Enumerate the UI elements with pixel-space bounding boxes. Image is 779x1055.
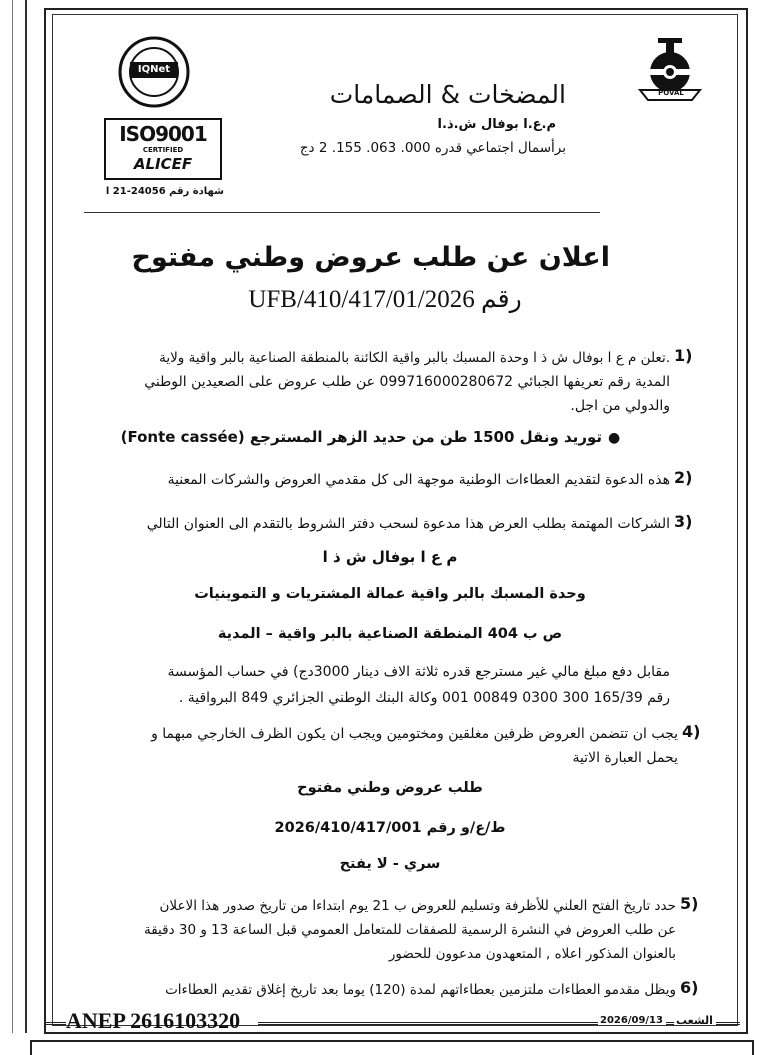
envelope-line-3: سري - لا يفتح <box>339 856 441 872</box>
item-1-line-2: المدية رقم تعريفها الجبائي 099716000280672 عن طلب عروض على الصعيدين الوطني <box>144 374 670 390</box>
item-1-number: 1) <box>674 346 693 365</box>
envelope-line-2: ط/ع/و رقم 2026/410/417/001 <box>274 820 506 836</box>
item-6-line-1: ويظل مقدمو العطاءات ملتزمين بعطاءاتهم لمدة (120) يوما بعد تاريخ إغلاق تقديم العطاءات <box>165 982 676 998</box>
company-capital: برأسمال اجتماعي قدره 000. 063. 155. 2 دج <box>299 140 566 156</box>
poval-logo-text: POVAL <box>658 89 684 97</box>
footer-rule-right <box>716 1022 740 1025</box>
payment-line-2: رقم 165/39 300 0300 00849 001 وكالة البنك الوطني الجزائري 849 البرواقية . <box>178 690 670 706</box>
item-4-line-2: يحمل العبارة الاتية <box>572 750 678 766</box>
payment-line-1: مقابل دفع مبلغ مالي غير مسترجع قدره ثلاثة الاف دينار 3000دج) في حساب المؤسسة <box>167 664 670 680</box>
iso-9001-text: ISO9001 <box>119 122 207 146</box>
alicef-text: ALICEF <box>133 155 193 173</box>
iso-badge <box>104 118 222 180</box>
item-3-number: 3) <box>674 512 693 531</box>
footer-rule-small <box>666 1022 674 1025</box>
item-4-line-1: يجب ان تتضمن العروض ظرفين مغلقين ومختومين ويجب ان يكون الظرف الخارجي مبهما و <box>151 726 678 742</box>
footer-rule-middle <box>258 1022 598 1025</box>
item-5-number: 5) <box>680 894 699 913</box>
envelope-line-1: طلب عروض وطني مفتوح <box>297 780 483 796</box>
anep-code: ANEP 2616103320 <box>66 1008 241 1033</box>
item-2-number: 2) <box>674 468 693 487</box>
certificate-number: شهادة رقم 24056-21 ا <box>105 186 224 197</box>
address-po-box: ص ب 404 المنطقة الصناعية بالبر واقية – المدية <box>217 626 563 642</box>
bullet-icon: ● <box>608 430 621 446</box>
address-company: م ع ا بوفال ش ذ ا <box>322 548 458 566</box>
iqnet-text: IQNet <box>137 64 171 75</box>
header-rule <box>84 212 600 213</box>
company-title: المضخات & الصمامات <box>329 80 566 109</box>
item-3-line-1: الشركات المهتمة بطلب العرض هذا مدعوة لسحب دفتر الشروط بالتقدم الى العنوان التالي <box>146 516 670 532</box>
item-4-number: 4) <box>682 722 701 741</box>
item-1-line-1: .تعلن م ع ا بوفال ش ذ ا وحدة المسبك بالبر واقية الكائنة بالمنطقة الصناعية بالبر واقية ولاية <box>159 350 670 366</box>
item-5-line-1: حدد تاريخ الفتح العلني للأظرفة وتسليم للعروض ب 21 يوم ابتداءا من تاريخ صدور هذا الاعلان <box>159 898 676 914</box>
iqnet-seal <box>118 36 190 108</box>
item-2-line-1: هذه الدعوة لتقديم العطاءات الوطنية موجهة الى كل مقدمي العروض والشركات المعنية <box>167 472 670 488</box>
announcement-title: اعلان عن طلب عروض وطني مفتوح <box>131 242 610 273</box>
item-1-line-3: والدولي من اجل. <box>570 398 670 414</box>
footer-rule-left <box>46 1022 66 1025</box>
column-divider <box>3 0 27 1033</box>
address-unit: وحدة المسبك بالبر واقية عمالة المشتريات و التموينيات <box>194 586 586 602</box>
certified-text: CERTIFIED <box>142 146 184 154</box>
company-short-name: م.ع.ا بوفال ش.ذ.ا <box>437 117 556 132</box>
poval-logo <box>632 36 708 106</box>
bullet-supply-item: توريد ونقل 1500 طن من حديد الزهر المسترجع (Fonte cassée) <box>120 428 602 446</box>
announcement-number: رقم 2026/UFB/410/417/01 <box>248 286 522 313</box>
item-5-line-2: عن طلب العروض في النشرة الرسمية للصفقات للمتعامل العمومي قبل الساعة 13 و 30 دقيقة <box>143 922 676 938</box>
newspaper-name: الشعب <box>676 1014 713 1027</box>
publication-date: 2026/09/13 <box>600 1015 663 1026</box>
item-6-number: 6) <box>680 978 699 997</box>
item-5-line-3: بالعنوان المذكور اعلاه , المتعهدون مدعوون للحضور <box>388 946 676 962</box>
